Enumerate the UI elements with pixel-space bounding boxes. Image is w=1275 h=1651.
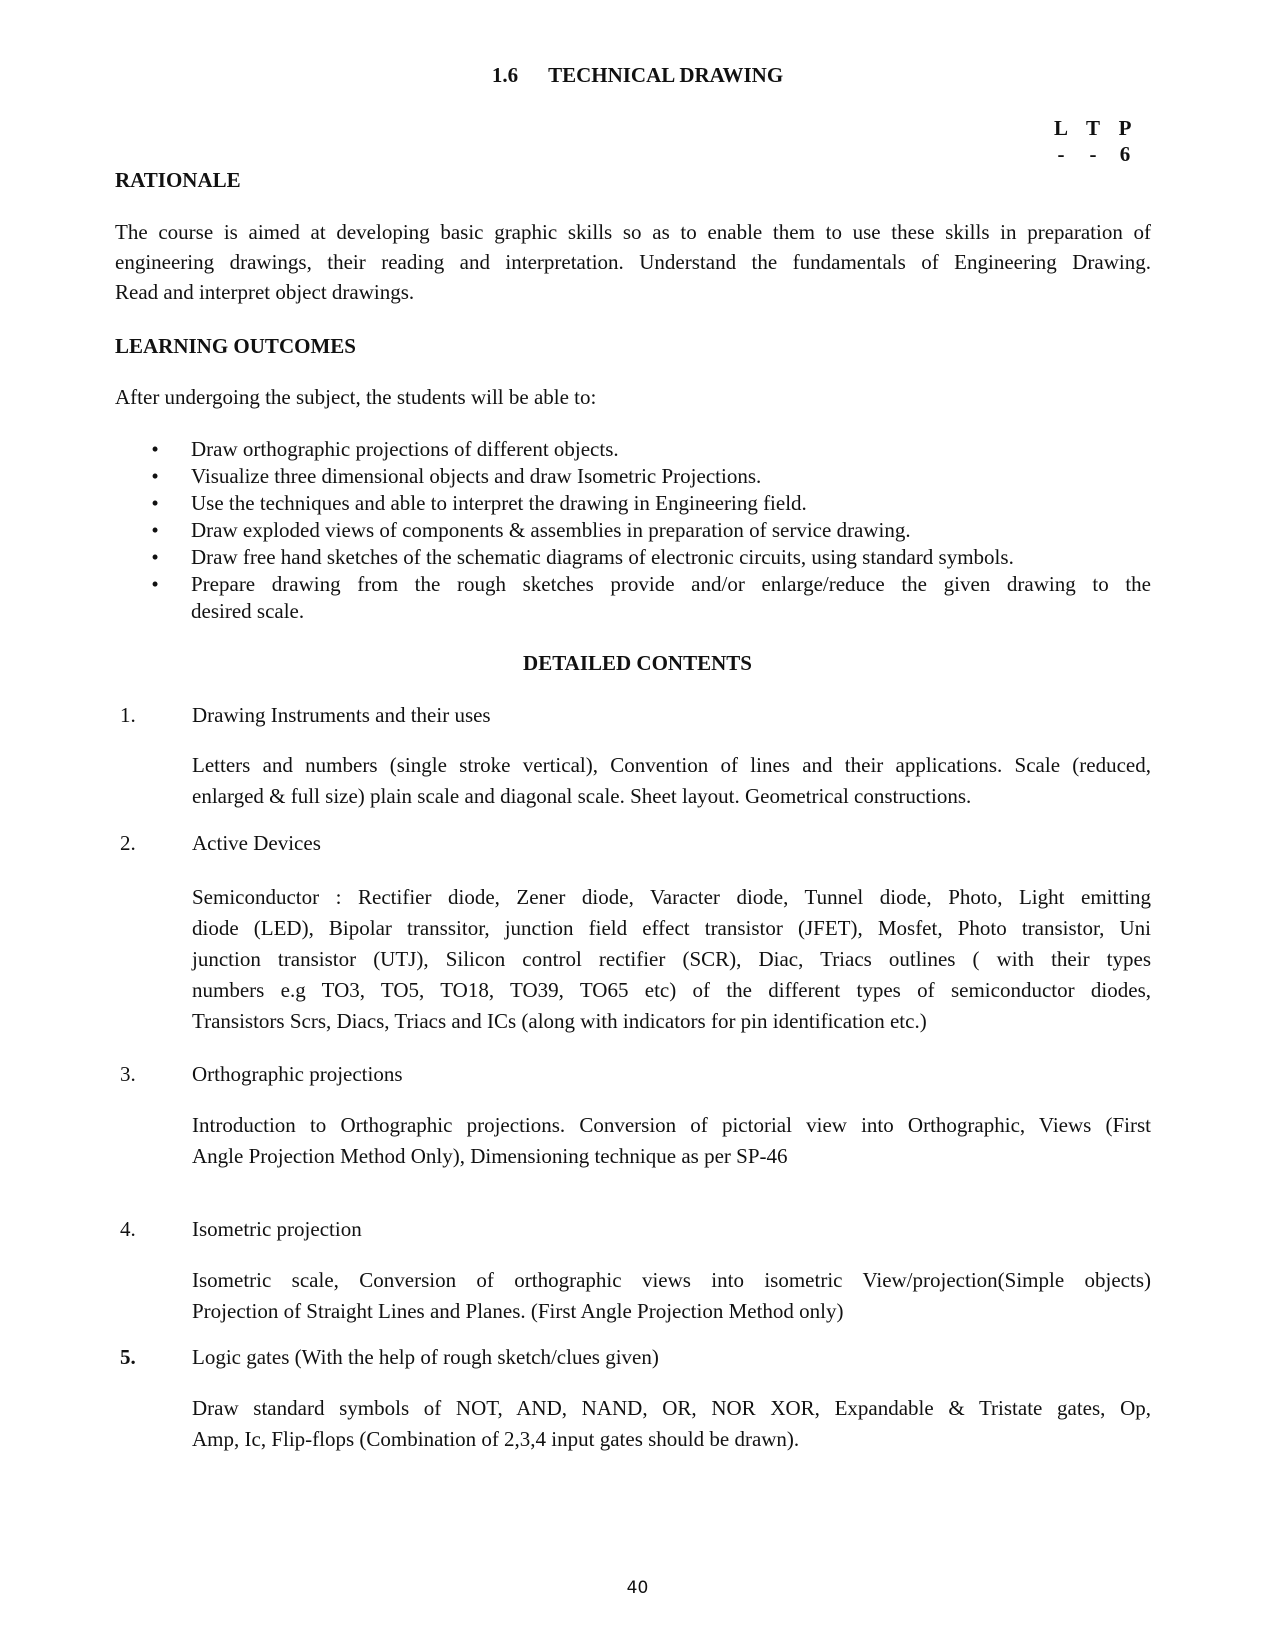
rationale-line: The course is aimed at developing basic graphic skills so as to enable them to use these skills in preparation of: [115, 220, 1151, 244]
list-item-text: Use the techniques and able to interpret the drawing in Engineering field.: [191, 491, 807, 515]
ltp-value-l: -: [1057, 142, 1065, 166]
item-body-line: Draw standard symbols of NOT, AND, NAND, OR, NOR XOR, Expandable & Tristate gates, Op,: [192, 1396, 1151, 1420]
item-body-line: junction transistor (UTJ), Silicon control rectifier (SCR), Diac, Triacs outlines ( with their types: [192, 947, 1151, 971]
item-title: Isometric projection: [192, 1217, 362, 1241]
item-body-line: Isometric scale, Conversion of orthographic views into isometric View/projection(Simple objects): [192, 1268, 1151, 1292]
list-item: [148, 515, 1151, 542]
learning-outcomes-heading: LEARNING OUTCOMES: [115, 334, 356, 358]
section-title: TECHNICAL DRAWING: [548, 63, 784, 87]
item-title: Orthographic projections: [192, 1062, 403, 1086]
item-body-line: Semiconductor : Rectifier diode, Zener diode, Varacter diode, Tunnel diode, Photo, Light emitting: [192, 885, 1151, 909]
item-number: 1.: [120, 703, 136, 727]
rationale-line: Read and interpret object drawings.: [115, 280, 415, 304]
list-item: [148, 434, 1151, 461]
rationale-text: [115, 217, 1151, 307]
list-item-text: desired scale.: [191, 599, 305, 623]
list-item-text: Draw orthographic projections of different objects.: [191, 437, 619, 461]
list-item-continuation: [148, 596, 1151, 623]
list-item: [148, 542, 1151, 569]
ltp-label-p: P: [1118, 116, 1132, 140]
item-body: [192, 1265, 1151, 1327]
ltp-values: [1045, 139, 1150, 169]
item-body: [192, 1110, 1151, 1172]
rationale-heading: RATIONALE: [115, 168, 241, 192]
section-number: 1.6: [491, 63, 519, 87]
list-item-text: Draw exploded views of components & assemblies in preparation of service drawing.: [191, 518, 911, 542]
detailed-contents-heading: DETAILED CONTENTS: [523, 651, 752, 675]
item-number: 3.: [120, 1062, 136, 1086]
item-body-line: Letters and numbers (single stroke vertical), Convention of lines and their applications. Scale (reduced,: [192, 753, 1151, 777]
item-body: [192, 750, 1151, 812]
bullet-icon: •: [151, 545, 159, 569]
item-body-line: numbers e.g TO3, TO5, TO18, TO39, TO65 etc) of the different types of semiconductor diodes,: [192, 978, 1151, 1002]
list-item: [148, 569, 1151, 596]
item-body: [192, 882, 1151, 1037]
ltp-value-t: -: [1089, 142, 1097, 166]
learning-outcomes-intro: After undergoing the subject, the students will be able to:: [115, 385, 597, 409]
ltp-label-l: L: [1053, 116, 1068, 140]
bullet-icon: •: [151, 464, 159, 488]
bullet-icon: •: [151, 572, 159, 596]
item-body-line: Amp, Ic, Flip-flops (Combination of 2,3,4 input gates should be drawn).: [192, 1427, 800, 1451]
item-body-line: enlarged & full size) plain scale and diagonal scale. Sheet layout. Geometrical constructions.: [192, 784, 972, 808]
item-number: 2.: [120, 831, 136, 855]
bullet-icon: •: [151, 437, 159, 461]
rationale-line: engineering drawings, their reading and interpretation. Understand the fundamentals of Engineering Drawing.: [115, 250, 1151, 274]
item-body-line: diode (LED), Bipolar transsitor, junction field effect transistor (JFET), Mosfet, Photo transistor, Uni: [192, 916, 1151, 940]
list-item-text: Prepare drawing from the rough sketches provide and/or enlarge/reduce the given drawing to the: [191, 572, 1151, 596]
list-item: [148, 488, 1151, 515]
list-item-text: Draw free hand sketches of the schematic diagrams of electronic circuits, using standard symbols.: [191, 545, 1014, 569]
item-body-line: Transistors Scrs, Diacs, Triacs and ICs (along with indicators for pin identification etc.): [192, 1009, 927, 1033]
item-body-line: Projection of Straight Lines and Planes. (First Angle Projection Method only): [192, 1299, 844, 1323]
bullet-icon: •: [151, 491, 159, 515]
page-number: 40: [626, 1578, 649, 1598]
ltp-value-p: 6: [1119, 142, 1131, 166]
list-item: [148, 461, 1151, 488]
learning-outcomes-list: [148, 434, 1151, 623]
item-title: Logic gates (With the help of rough sketch/clues given): [192, 1345, 659, 1369]
ltp-label-t: T: [1085, 116, 1100, 140]
item-title: Active Devices: [192, 831, 321, 855]
bullet-icon: •: [151, 518, 159, 542]
item-number: 5.: [120, 1345, 136, 1369]
page-title: [0, 60, 1275, 90]
list-item-text: Visualize three dimensional objects and draw Isometric Projections.: [191, 464, 762, 488]
item-body-line: Introduction to Orthographic projections. Conversion of pictorial view into Orthographic, Views (First: [192, 1113, 1151, 1137]
item-title: Drawing Instruments and their uses: [192, 703, 491, 727]
item-body: [192, 1393, 1151, 1455]
item-number: 4.: [120, 1217, 136, 1241]
item-body-line: Angle Projection Method Only), Dimensioning technique as per SP-46: [192, 1144, 788, 1168]
